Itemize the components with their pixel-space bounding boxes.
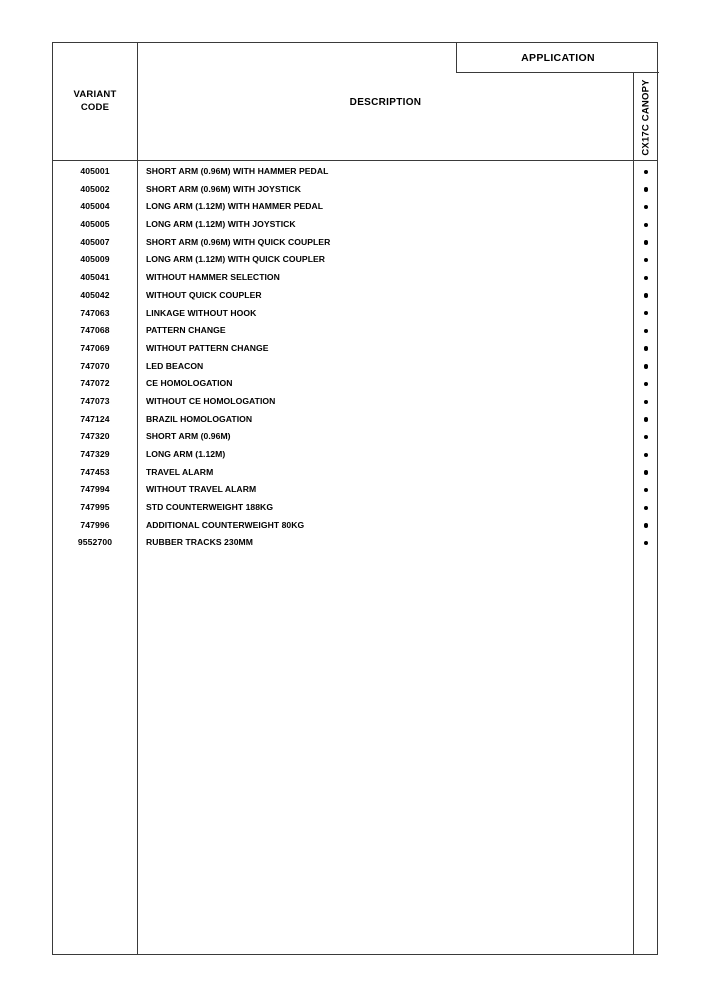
cell-cx17c-canopy-mark xyxy=(633,305,659,323)
cell-cx17c-canopy-mark xyxy=(633,340,659,358)
cell-description: WITHOUT QUICK COUPLER xyxy=(146,289,262,300)
cell-cx17c-canopy-mark xyxy=(633,499,659,517)
cell-variant-code: 405041 xyxy=(80,272,110,283)
cell-description: PATTERN CHANGE xyxy=(146,325,226,336)
variant-code-header-line2: CODE xyxy=(80,102,110,113)
cell-variant-code: 747996 xyxy=(80,519,110,530)
cell-cx17c-canopy-mark xyxy=(633,163,659,181)
table-row[interactable] xyxy=(53,534,657,552)
cell-variant-code: 747072 xyxy=(80,378,110,389)
table-row[interactable] xyxy=(53,163,657,181)
availability-dot-icon xyxy=(644,400,648,404)
availability-dot-icon xyxy=(644,276,648,280)
table-row[interactable] xyxy=(53,358,657,376)
cell-cx17c-canopy-mark xyxy=(633,198,659,216)
availability-dot-icon xyxy=(644,506,648,510)
cell-variant-code: 747063 xyxy=(80,307,110,318)
table-row[interactable] xyxy=(53,181,657,199)
cell-description: CE HOMOLOGATION xyxy=(146,378,233,389)
variant-code-header-label xyxy=(74,89,117,115)
cell-cx17c-canopy-mark xyxy=(633,481,659,499)
cell-cx17c-canopy-mark xyxy=(633,358,659,376)
availability-dot-icon xyxy=(644,240,648,244)
availability-dot-icon xyxy=(644,435,648,439)
availability-dot-icon xyxy=(644,488,648,492)
cell-description: WITHOUT PATTERN CHANGE xyxy=(146,342,269,353)
cell-variant-code: 747068 xyxy=(80,325,110,336)
cell-cx17c-canopy-mark xyxy=(633,446,659,464)
availability-dot-icon xyxy=(644,364,648,368)
cell-cx17c-canopy-mark xyxy=(633,428,659,446)
cell-variant-code: 9552700 xyxy=(77,537,113,548)
application-header-label: APPLICATION xyxy=(521,51,595,64)
cell-description: LED BEACON xyxy=(146,360,204,371)
group-header-application xyxy=(456,43,659,73)
table-row[interactable] xyxy=(53,269,657,287)
cell-cx17c-canopy-mark xyxy=(633,411,659,429)
cell-cx17c-canopy-mark xyxy=(633,251,659,269)
table-row[interactable] xyxy=(53,216,657,234)
cell-variant-code: 747069 xyxy=(80,342,110,353)
availability-dot-icon xyxy=(644,223,648,227)
cell-variant-code: 747995 xyxy=(80,502,110,513)
cell-cx17c-canopy-mark xyxy=(633,464,659,482)
cell-variant-code: 405001 xyxy=(80,166,110,176)
table-row[interactable] xyxy=(53,322,657,340)
cell-variant-code: 405004 xyxy=(80,201,110,212)
table-row[interactable] xyxy=(53,340,657,358)
cell-description: BRAZIL HOMOLOGATION xyxy=(146,413,253,424)
cell-description: SHORT ARM (0.96M) WITH JOYSTICK xyxy=(146,183,301,194)
availability-dot-icon xyxy=(644,258,648,262)
table-row[interactable] xyxy=(53,428,657,446)
availability-dot-icon xyxy=(644,470,648,474)
cell-description: LINKAGE WITHOUT HOOK xyxy=(146,307,257,318)
cell-cx17c-canopy-mark xyxy=(633,517,659,535)
description-header-label: DESCRIPTION xyxy=(349,96,422,108)
column-header-cx17c-canopy xyxy=(633,73,659,161)
cell-variant-code: 747124 xyxy=(80,413,110,424)
table-body xyxy=(53,161,657,954)
table-row[interactable] xyxy=(53,393,657,411)
cell-variant-code: 405042 xyxy=(80,289,110,300)
cell-description: SHORT ARM (0.96M) WITH QUICK COUPLER xyxy=(146,236,331,247)
cell-cx17c-canopy-mark xyxy=(633,534,659,552)
cell-cx17c-canopy-mark xyxy=(633,269,659,287)
availability-dot-icon xyxy=(644,453,648,457)
variant-code-header-line1: VARIANT xyxy=(73,89,117,101)
cell-variant-code: 747320 xyxy=(80,431,110,442)
availability-dot-icon xyxy=(644,541,648,545)
cell-description: SHORT ARM (0.96M) xyxy=(146,431,231,442)
cell-variant-code: 747070 xyxy=(80,360,110,371)
table-rows xyxy=(53,161,657,552)
availability-dot-icon xyxy=(644,293,648,297)
table-row[interactable] xyxy=(53,481,657,499)
cell-description: RUBBER TRACKS 230MM xyxy=(146,537,253,548)
table-row[interactable] xyxy=(53,198,657,216)
availability-dot-icon xyxy=(644,311,648,315)
cell-variant-code: 747073 xyxy=(80,395,110,406)
cell-cx17c-canopy-mark xyxy=(633,234,659,252)
table-row[interactable] xyxy=(53,251,657,269)
table-row[interactable] xyxy=(53,305,657,323)
table-row[interactable] xyxy=(53,517,657,535)
cell-variant-code: 405002 xyxy=(80,183,110,194)
cell-cx17c-canopy-mark xyxy=(633,216,659,234)
cell-description: ADDITIONAL COUNTERWEIGHT 80KG xyxy=(146,519,305,530)
cell-cx17c-canopy-mark xyxy=(633,375,659,393)
availability-dot-icon xyxy=(644,329,648,333)
cell-variant-code: 405005 xyxy=(80,219,110,230)
cell-description: SHORT ARM (0.96M) WITH HAMMER PEDAL xyxy=(146,166,329,176)
cell-cx17c-canopy-mark xyxy=(633,181,659,199)
availability-dot-icon xyxy=(644,170,648,174)
cell-variant-code: 405009 xyxy=(80,254,110,265)
cell-description: LONG ARM (1.12M) xyxy=(146,449,226,459)
cell-cx17c-canopy-mark xyxy=(633,322,659,340)
table-row[interactable] xyxy=(53,464,657,482)
cell-variant-code: 405007 xyxy=(80,236,110,247)
cell-description: STD COUNTERWEIGHT 188KG xyxy=(146,502,274,513)
cell-description: WITHOUT TRAVEL ALARM xyxy=(146,484,257,495)
cell-description: LONG ARM (1.12M) WITH JOYSTICK xyxy=(146,219,296,230)
cell-description: TRAVEL ALARM xyxy=(146,466,214,477)
cell-variant-code: 747994 xyxy=(80,484,110,495)
variant-application-table xyxy=(52,42,658,955)
cell-description: LONG ARM (1.12M) WITH QUICK COUPLER xyxy=(146,254,326,265)
cx17c-canopy-header-label: CX17C CANOPY xyxy=(641,78,652,156)
cell-description: WITHOUT CE HOMOLOGATION xyxy=(146,395,276,406)
availability-dot-icon xyxy=(644,523,648,527)
table-row[interactable] xyxy=(53,375,657,393)
table-row[interactable] xyxy=(53,499,657,517)
table-row[interactable] xyxy=(53,234,657,252)
availability-dot-icon xyxy=(644,417,648,421)
cell-variant-code: 747453 xyxy=(80,466,110,477)
cell-variant-code: 747329 xyxy=(80,449,110,459)
cell-description: LONG ARM (1.12M) WITH HAMMER PEDAL xyxy=(146,201,324,212)
column-header-variant-code xyxy=(53,43,137,161)
table-row[interactable] xyxy=(53,411,657,429)
availability-dot-icon xyxy=(644,187,648,191)
availability-dot-icon xyxy=(644,382,648,386)
availability-dot-icon xyxy=(644,346,648,350)
table-row[interactable] xyxy=(53,446,657,464)
table-header xyxy=(53,43,657,161)
cell-cx17c-canopy-mark xyxy=(633,287,659,305)
availability-dot-icon xyxy=(644,205,648,209)
cell-description: WITHOUT HAMMER SELECTION xyxy=(146,272,280,283)
cell-cx17c-canopy-mark xyxy=(633,393,659,411)
table-row[interactable] xyxy=(53,287,657,305)
